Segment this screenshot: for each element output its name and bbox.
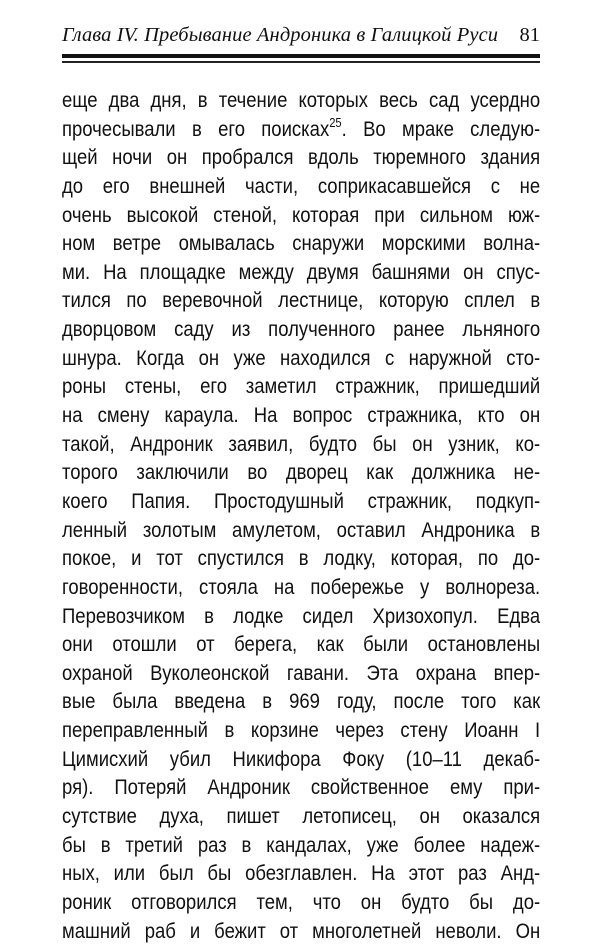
text-line: очень высокой стеной, которая при сильном юж- bbox=[62, 202, 541, 227]
text-line: тился по веревочной лестнице, которую сплел в bbox=[62, 288, 541, 313]
text-line: ми. На площадке между двумя башнями он спус- bbox=[62, 259, 541, 284]
text-line: машний раб и бежит от многолетней неволи. Он bbox=[62, 918, 541, 943]
text-line: на смену караула. На вопрос стражника, кто он bbox=[62, 403, 541, 428]
text-line: такой, Андроник заявил, будто бы он узник, ко- bbox=[62, 431, 541, 456]
text-line: переправленный в корзине через стену Иоанн I bbox=[62, 718, 541, 743]
text-line bbox=[62, 115, 540, 144]
body-text bbox=[62, 86, 541, 945]
text-line: Перевозчиком в лодке сидел Хризохопул. Едва bbox=[62, 603, 541, 628]
text-line: торого заключили во дворец как должника не- bbox=[62, 460, 541, 485]
text-line: вые была введена в 969 году, после того как bbox=[62, 689, 541, 714]
text-line: коего Папия. Простодушный стражник, подкуп- bbox=[62, 488, 541, 513]
text-line: щей ночи он пробрался вдоль тюремного здания bbox=[62, 145, 541, 170]
text-line: сутствие духа, пишет летописец, он оказался bbox=[62, 804, 541, 829]
text-line: бы в третий раз в кандалах, уже более надеж- bbox=[62, 832, 541, 857]
header-rule-thick bbox=[62, 54, 540, 58]
text-line: ря). Потеряй Андроник свойственное ему при- bbox=[62, 775, 541, 800]
text-line: дворцовом саду из полученного ранее льняного bbox=[62, 317, 541, 342]
text-line: ных, или был бы обезглавлен. На этот раз Анд- bbox=[62, 861, 541, 886]
header-rule-thin bbox=[62, 61, 540, 63]
text-line: ном ветре омывалась снаружи морскими волна- bbox=[62, 231, 541, 256]
text-segment: . Во мраке следую- bbox=[341, 116, 541, 141]
text-line: охраной Вуколеонской гавани. Эта охрана впер- bbox=[62, 660, 541, 685]
text-line: говоренности, стояла на побережье у волнореза. bbox=[62, 574, 541, 599]
text-line: еще два дня, в течение которых весь сад усердно bbox=[62, 88, 541, 112]
text-line: покое, и тот спустился в лодку, которая, по до- bbox=[62, 546, 541, 571]
text-line: шнура. Когда он уже находился с наружной сто- bbox=[62, 345, 541, 370]
footnote-marker[interactable]: 25 bbox=[329, 114, 342, 130]
page-number: 81 bbox=[519, 24, 540, 46]
chapter-title: Глава IV. Пребывание Андроника в Галицкой Руси bbox=[62, 24, 499, 46]
text-line: Цимисхий убил Никифора Фоку (10–11 декаб- bbox=[62, 746, 541, 771]
text-segment: прочесывали в его поисках bbox=[62, 116, 330, 141]
text-line: они отошли от берега, как были остановлены bbox=[62, 632, 541, 657]
text-line: роник отговорился тем, что он будто бы до- bbox=[62, 889, 541, 914]
text-line: до его внешней части, соприкасавшейся с не bbox=[62, 173, 541, 198]
text-line: ленный золотым амулетом, оставил Андроника в bbox=[62, 517, 541, 542]
text-line: роны стены, его заметил стражник, пришедший bbox=[62, 374, 541, 399]
running-header bbox=[62, 20, 540, 50]
